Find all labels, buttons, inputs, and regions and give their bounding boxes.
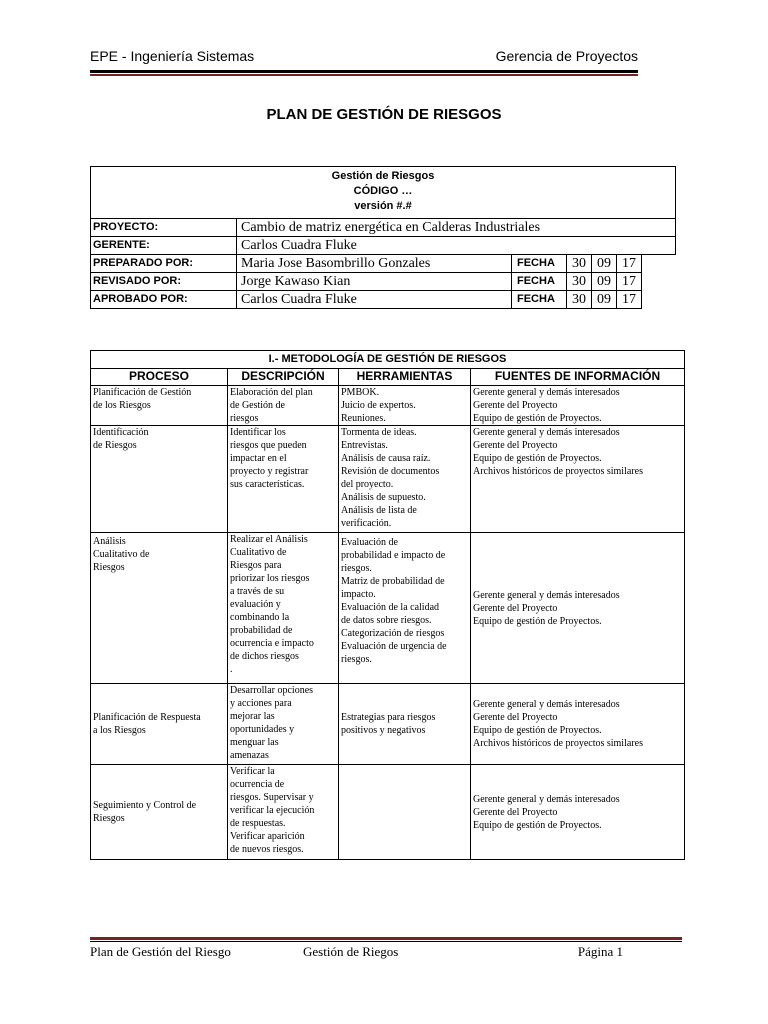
process-cell: Planificación de Gestión de los Riesgos [93, 387, 192, 411]
footer-rule [90, 941, 682, 942]
header-right-text: Gerencia de Proyectos [495, 48, 638, 64]
info-row-approved [91, 291, 676, 309]
info-label: REVISADO POR: [91, 273, 237, 291]
info-heading-line: CÓDIGO … [353, 185, 413, 197]
process-cell: Análisis Cualitativo de Riesgos [93, 536, 150, 573]
date-day: 30 [567, 273, 592, 291]
sources-cell: Gerente general y demás interesados Gerente del Proyecto Equipo de gestión de Proyectos. Archivos históricos de proyectos similares [473, 427, 643, 477]
info-value: Cambio de matriz energética en Calderas Industriales [237, 219, 676, 237]
info-value: Jorge Kawaso Kian [237, 273, 512, 291]
info-label: APROBADO POR: [91, 291, 237, 309]
info-value: Maria Jose Basombrillo Gonzales [237, 255, 512, 273]
info-table [90, 166, 676, 309]
info-row-project [91, 219, 676, 237]
table-row [91, 426, 685, 533]
description-cell: Elaboración del plan de Gestión de riesgos [230, 387, 313, 424]
date-year: 17 [617, 291, 642, 309]
info-value: Carlos Cuadra Fluke [237, 291, 512, 309]
date-spacer [642, 291, 676, 309]
header-left-text: EPE - Ingeniería Sistemas [90, 48, 255, 64]
date-day: 30 [567, 255, 592, 273]
table-row [91, 386, 685, 426]
methodology-title: I.- METODOLOGÍA DE GESTIÓN DE RIESGOS [91, 351, 685, 369]
methodology-table [90, 350, 685, 860]
sources-cell: Gerente general y demás interesados Gerente del Proyecto Equipo de gestión de Proyectos. [473, 589, 620, 627]
date-month: 09 [592, 255, 617, 273]
column-header: PROCESO [91, 369, 228, 386]
process-cell: Planificación de Respuesta a los Riesgos [93, 712, 201, 736]
tools-cell: Estrategias para riesgos positivos y negativos [341, 712, 436, 736]
date-year: 17 [617, 255, 642, 273]
info-heading [91, 167, 676, 219]
sources-cell: Gerente general y demás interesados Gerente del Proyecto Equipo de gestión de Proyectos. Archivos históricos de proyectos similares [473, 699, 643, 749]
date-spacer [642, 273, 676, 291]
sources-cell: Gerente general y demás interesados Gerente del Proyecto Equipo de gestión de Proyectos. [473, 387, 620, 424]
table-row [91, 533, 685, 684]
info-row-prepared [91, 255, 676, 273]
info-label: GERENTE: [91, 237, 237, 255]
date-year: 17 [617, 273, 642, 291]
date-month: 09 [592, 273, 617, 291]
info-value: Carlos Cuadra Fluke [237, 237, 676, 255]
sources-cell: Gerente general y demás interesados Gerente del Proyecto Equipo de gestión de Proyectos. [473, 793, 620, 831]
column-header: HERRAMIENTAS [339, 369, 471, 386]
tools-cell: PMBOK. Juicio de expertos. Reuniones. [341, 387, 416, 424]
column-header: FUENTES DE INFORMACIÓN [471, 369, 685, 386]
table-row [91, 684, 685, 765]
info-label: PREPARADO POR: [91, 255, 237, 273]
table-row [91, 765, 685, 860]
description-cell: Desarrollar opciones y acciones para mejorar las oportunidades y menguar las amenazas [230, 685, 314, 761]
info-row-reviewed [91, 273, 676, 291]
header-rule-accent [90, 74, 638, 76]
column-header: DESCRIPCIÓN [228, 369, 339, 386]
date-month: 09 [592, 291, 617, 309]
date-label: FECHA [512, 255, 567, 273]
header-rule [90, 70, 638, 73]
footer-left-text: Plan de Gestión del Riesgo [90, 944, 231, 959]
description-cell: Identificar los riesgos que pueden impactar en el proyecto y registrar sus características. [230, 427, 309, 490]
document-title: PLAN DE GESTIÓN DE RIESGOS [266, 106, 502, 123]
tools-cell: Evaluación de probabilidad e impacto de riesgos. Matriz de probabilidad de impacto. Evaluación de la calidad de datos sobre riesgos. Categorización de riesgos Evaluación de urgencia de riesgos. [341, 537, 447, 665]
date-spacer [642, 255, 676, 273]
description-cell: Verificar la ocurrencia de riesgos. Supervisar y verificar la ejecución de respuestas. Verificar aparición de nuevos riesgos. [230, 766, 315, 855]
date-label: FECHA [512, 291, 567, 309]
info-heading-line: Gestión de Riesgos [331, 170, 435, 182]
info-label: PROYECTO: [91, 219, 237, 237]
description-cell: Realizar el Análisis Cualitativo de Riesgos para priorizar los riesgos a través de su evaluación y combinando la probabilidad de ocurrencia e impacto de dichos riesgos . [230, 534, 314, 675]
footer-rule-accent [90, 937, 682, 940]
process-cell: Seguimiento y Control de Riesgos [93, 800, 197, 824]
info-heading-line: versión #.# [354, 200, 412, 212]
page-number: Página 1 [577, 944, 623, 959]
date-day: 30 [567, 291, 592, 309]
page-header [90, 46, 638, 66]
info-row-manager [91, 237, 676, 255]
process-cell: Identificación de Riesgos [93, 427, 149, 451]
date-label: FECHA [512, 273, 567, 291]
footer-center-text: Gestión de Riegos [303, 944, 399, 959]
tools-cell: Tormenta de ideas. Entrevistas. Análisis de causa raíz. Revisión de documentos del proyecto. Análisis de supuesto. Análisis de lista de verificación. [341, 427, 440, 529]
methodology-header-row [91, 369, 685, 386]
